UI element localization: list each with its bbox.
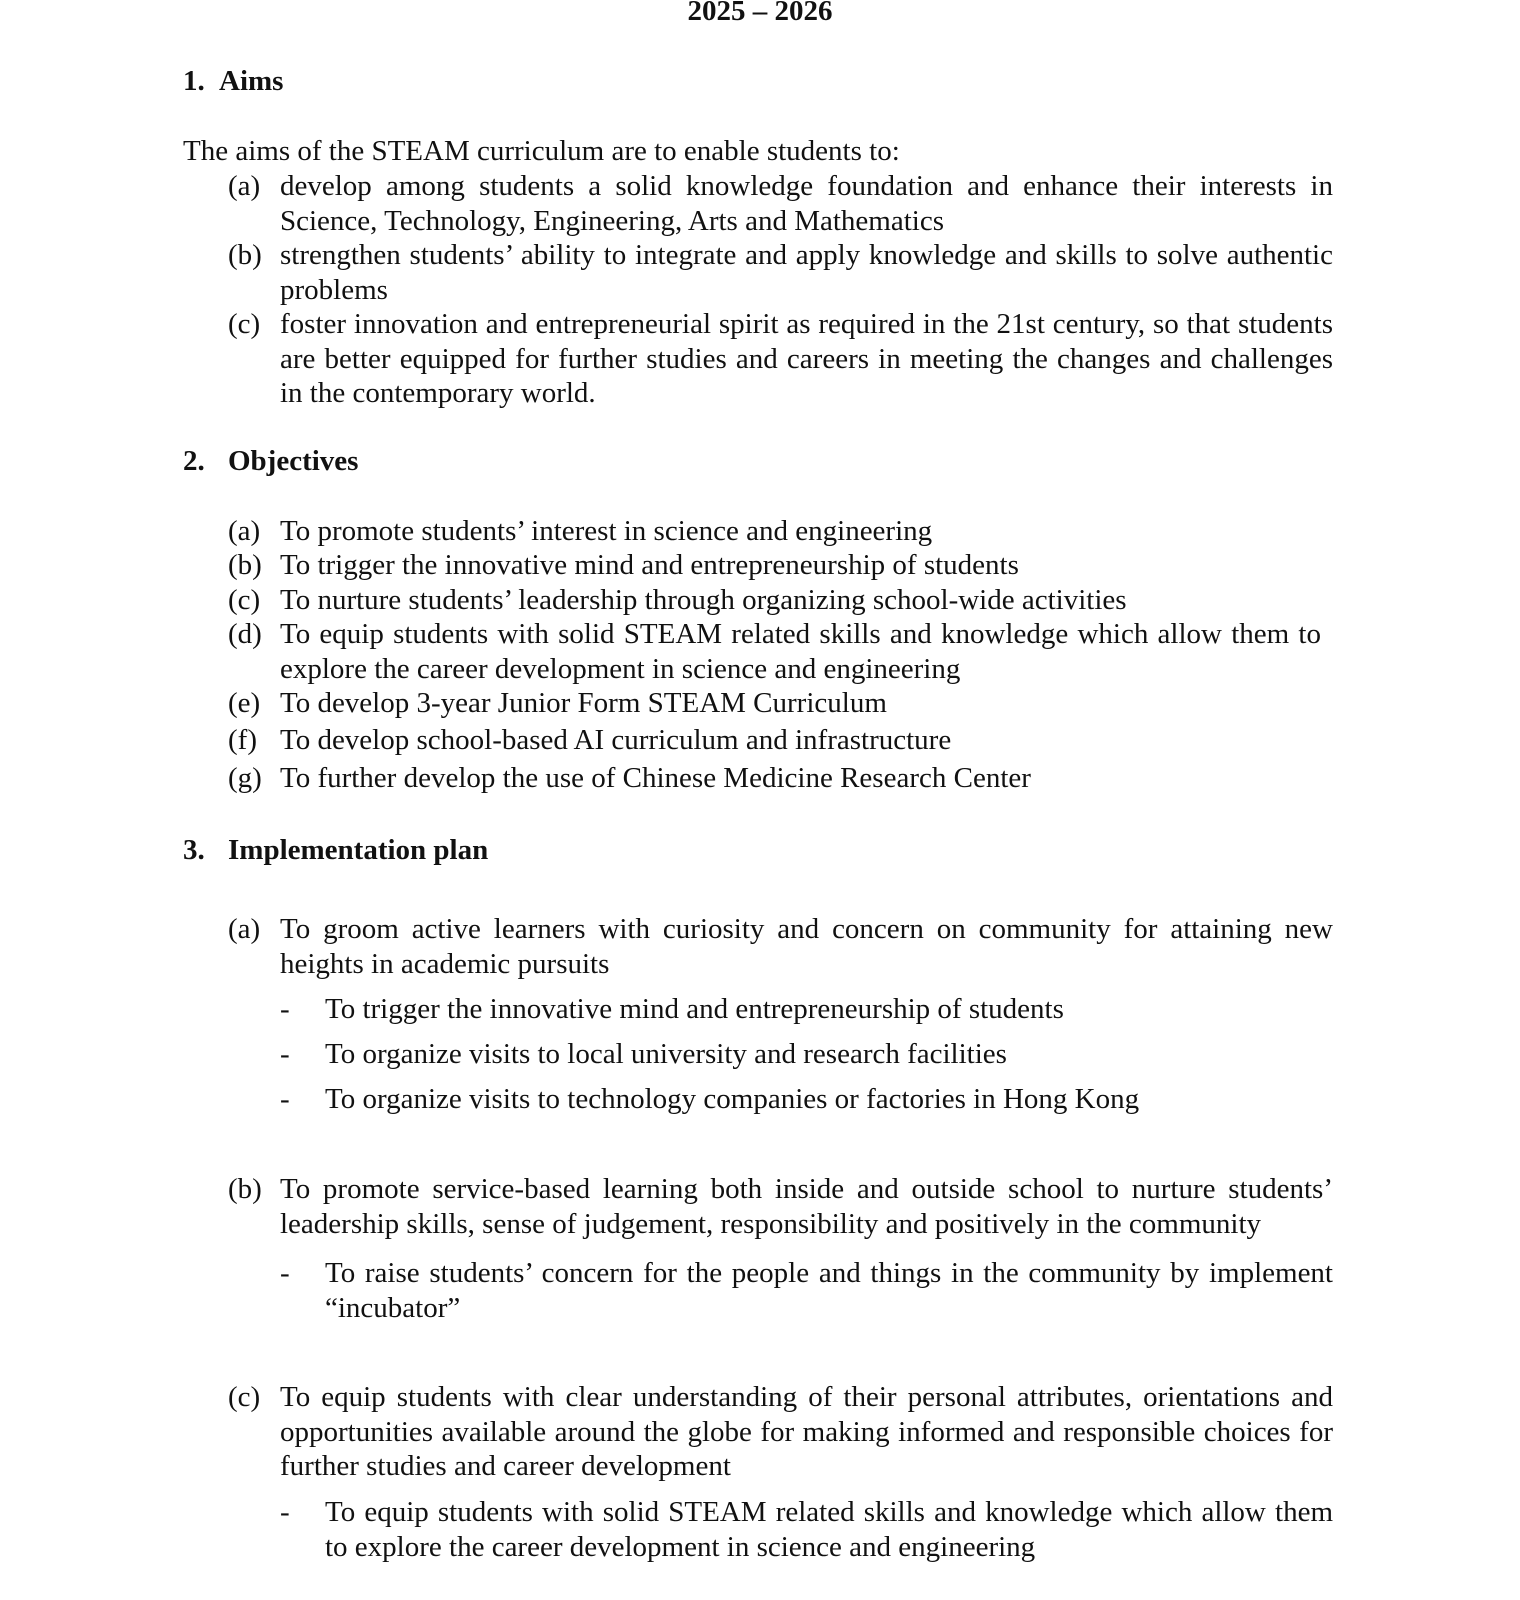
plan-item xyxy=(228,1380,1333,1484)
item-label: (b) xyxy=(228,239,262,271)
item-text: develop among students a solid knowledge foundation and enhance their interests in Science, Technology, Engineering, Arts and Mathematics xyxy=(280,170,1333,237)
item-label: (c) xyxy=(228,584,261,616)
item-text: foster innovation and entrepreneurial spirit as required in the 21st century, so that students are better equipped for further studies and careers in meeting the changes and challenges in the contemporary world. xyxy=(280,308,1333,409)
aim-item xyxy=(228,238,1333,307)
section-title: Objectives xyxy=(228,445,359,477)
subitem-text: To equip students with solid STEAM related skills and knowledge which allow them to explore the career development in science and engineering xyxy=(325,1496,1333,1563)
aims-intro: The aims of the STEAM curriculum are to enable students to: xyxy=(183,135,900,167)
section-number: 1. xyxy=(183,65,205,97)
item-text: To develop 3-year Junior Form STEAM Curriculum xyxy=(280,687,887,719)
bullet-dash: - xyxy=(280,1083,290,1115)
item-label: (c) xyxy=(228,308,261,340)
objective-item xyxy=(228,761,1333,796)
plan-subitem xyxy=(280,1256,1333,1325)
item-label: (g) xyxy=(228,762,262,794)
item-text: To trigger the innovative mind and entrepreneurship of students xyxy=(280,549,1019,581)
subitem-text: To trigger the innovative mind and entrepreneurship of students xyxy=(325,993,1064,1025)
objective-item xyxy=(228,583,1333,618)
item-label: (d) xyxy=(228,618,262,650)
year-title: 2025 – 2026 xyxy=(687,0,833,27)
plan-subitem xyxy=(280,992,1333,1027)
objective-item xyxy=(228,548,1333,583)
item-label: (a) xyxy=(228,515,261,547)
bullet-dash: - xyxy=(280,1257,290,1289)
item-text: strengthen students’ ability to integrate and apply knowledge and skills to solve authentic problems xyxy=(280,239,1333,306)
objective-item xyxy=(228,686,1333,721)
item-text: To develop school-based AI curriculum and infrastructure xyxy=(280,724,952,756)
subitem-text: To raise students’ concern for the people and things in the community by implement “incubator” xyxy=(325,1257,1333,1324)
plan-item xyxy=(228,1172,1333,1241)
section-heading-objectives xyxy=(183,444,358,478)
plan-subitem xyxy=(280,1037,1333,1072)
aim-item xyxy=(228,169,1333,238)
aim-item xyxy=(228,307,1333,411)
plan-item xyxy=(228,912,1333,981)
section-heading-aims xyxy=(183,64,283,98)
item-text: To equip students with solid STEAM related skills and knowledge which allow them to explore the career development in science and engineering xyxy=(280,618,1321,685)
item-label: (e) xyxy=(228,687,261,719)
objective-item xyxy=(228,514,1333,549)
item-text: To promote students’ interest in science and engineering xyxy=(280,515,933,547)
section-heading-implementation-plan xyxy=(183,833,488,867)
section-number: 3. xyxy=(183,834,205,866)
subitem-text: To organize visits to local university and research facilities xyxy=(325,1038,1007,1070)
item-text: To promote service-based learning both inside and outside school to nurture students’ leadership skills, sense of judgement, responsibility and positively in the community xyxy=(280,1173,1333,1240)
section-title: Implementation plan xyxy=(228,834,489,866)
objective-item xyxy=(228,617,1321,686)
item-label: (b) xyxy=(228,549,262,581)
item-label: (b) xyxy=(228,1173,262,1205)
bullet-dash: - xyxy=(280,1038,290,1070)
bullet-dash: - xyxy=(280,1496,290,1528)
item-text: To nurture students’ leadership through organizing school-wide activities xyxy=(280,584,1127,616)
item-label: (a) xyxy=(228,170,261,202)
item-label: (a) xyxy=(228,913,261,945)
section-number: 2. xyxy=(183,445,205,477)
item-text: To equip students with clear understanding of their personal attributes, orientations and opportunities available around the globe for making informed and responsible choices for further studies and career development xyxy=(280,1381,1333,1482)
subitem-text: To organize visits to technology companies or factories in Hong Kong xyxy=(325,1083,1140,1115)
item-text: To further develop the use of Chinese Medicine Research Center xyxy=(280,762,1031,794)
plan-subitem xyxy=(280,1495,1333,1564)
plan-subitem xyxy=(280,1082,1333,1117)
item-text: To groom active learners with curiosity and concern on community for attaining new heights in academic pursuits xyxy=(280,913,1333,980)
item-label: (f) xyxy=(228,724,257,756)
section-title: Aims xyxy=(219,65,284,97)
objective-item xyxy=(228,723,1333,758)
bullet-dash: - xyxy=(280,993,290,1025)
item-label: (c) xyxy=(228,1381,261,1413)
